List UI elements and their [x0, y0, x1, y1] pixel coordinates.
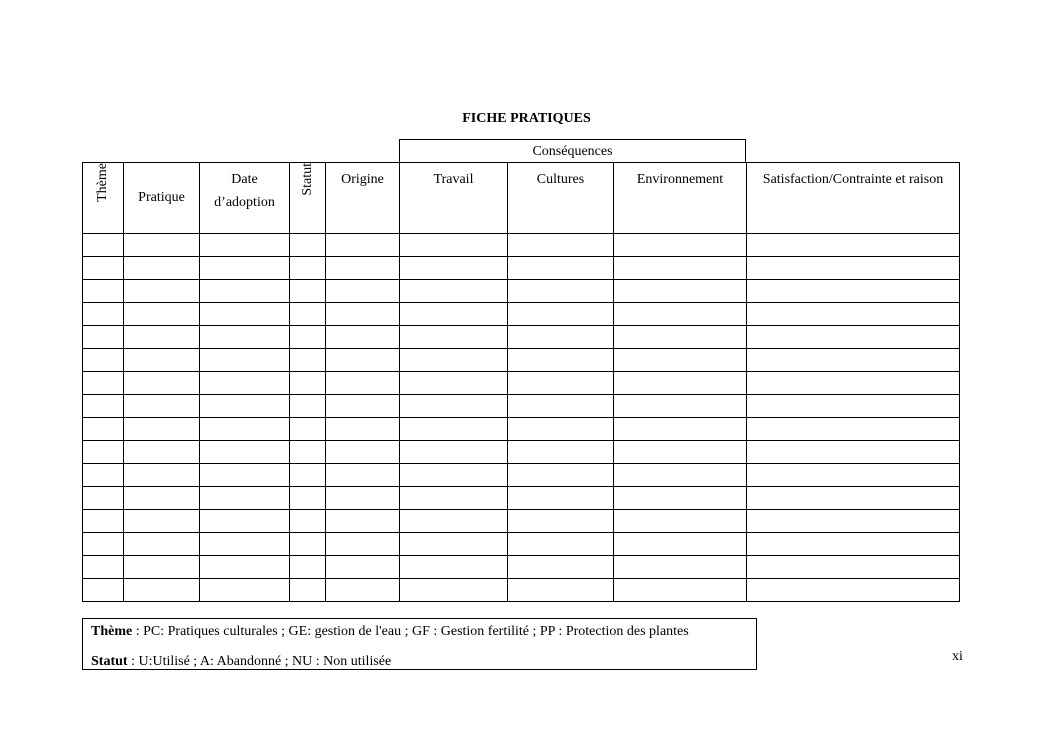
- table-cell: [400, 303, 508, 326]
- table-cell: [747, 303, 960, 326]
- header-theme: Thème: [83, 163, 124, 234]
- table-row: [83, 418, 960, 441]
- table-cell: [326, 234, 400, 257]
- table-cell: [508, 395, 614, 418]
- table-cell: [83, 349, 124, 372]
- table-cell: [124, 441, 200, 464]
- table-cell: [290, 257, 326, 280]
- table-cell: [83, 510, 124, 533]
- table-cell: [747, 326, 960, 349]
- table-cell: [747, 372, 960, 395]
- table-cell: [290, 418, 326, 441]
- table-cell: [400, 579, 508, 602]
- table-cell: [200, 579, 290, 602]
- table-cell: [124, 303, 200, 326]
- table-cell: [508, 579, 614, 602]
- table-cell: [124, 464, 200, 487]
- table-cell: [290, 464, 326, 487]
- table-cell: [400, 510, 508, 533]
- table-cell: [290, 349, 326, 372]
- table-cell: [124, 280, 200, 303]
- table-cell: [614, 441, 747, 464]
- table-row: [83, 303, 960, 326]
- header-environnement: Environnement: [614, 163, 747, 234]
- table-cell: [290, 579, 326, 602]
- table-cell: [83, 418, 124, 441]
- table-cell: [124, 326, 200, 349]
- table-cell: [747, 487, 960, 510]
- table-cell: [747, 579, 960, 602]
- table-row: [83, 510, 960, 533]
- table-cell: [400, 441, 508, 464]
- table-cell: [290, 303, 326, 326]
- table-cell: [326, 372, 400, 395]
- table-cell: [124, 418, 200, 441]
- table-cell: [400, 395, 508, 418]
- table-cell: [124, 234, 200, 257]
- table-cell: [200, 257, 290, 280]
- table-row: [83, 533, 960, 556]
- table-row: [83, 372, 960, 395]
- table-cell: [290, 234, 326, 257]
- table-cell: [508, 280, 614, 303]
- table-cell: [326, 280, 400, 303]
- table-row: [83, 257, 960, 280]
- table-cell: [326, 487, 400, 510]
- table-cell: [83, 395, 124, 418]
- table-cell: [290, 556, 326, 579]
- table-cell: [326, 326, 400, 349]
- table-row: [83, 234, 960, 257]
- table-cell: [200, 418, 290, 441]
- table-cell: [614, 395, 747, 418]
- table-cell: [508, 257, 614, 280]
- table-row: [83, 441, 960, 464]
- table-cell: [747, 464, 960, 487]
- table-cell: [200, 326, 290, 349]
- table-row: [83, 579, 960, 602]
- table-cell: [200, 280, 290, 303]
- table-cell: [508, 533, 614, 556]
- table-cell: [83, 257, 124, 280]
- table-row: [83, 326, 960, 349]
- table-cell: [200, 372, 290, 395]
- legend-box: [82, 618, 757, 670]
- table-cell: [508, 326, 614, 349]
- table-cell: [83, 326, 124, 349]
- table-cell: [747, 533, 960, 556]
- table-cell: [508, 418, 614, 441]
- table-cell: [747, 510, 960, 533]
- table-cell: [400, 464, 508, 487]
- table-cell: [200, 349, 290, 372]
- table-row: [83, 556, 960, 579]
- header-date-adoption: Date d’adoption: [200, 163, 290, 234]
- table-cell: [124, 395, 200, 418]
- table-cell: [124, 487, 200, 510]
- table-cell: [326, 418, 400, 441]
- table-cell: [326, 257, 400, 280]
- header-satisfaction: Satisfaction/Contrainte et raison: [747, 163, 960, 234]
- table-cell: [400, 280, 508, 303]
- table-cell: [614, 533, 747, 556]
- table-cell: [747, 418, 960, 441]
- table-cell: [614, 487, 747, 510]
- table-cell: [124, 579, 200, 602]
- table-cell: [124, 349, 200, 372]
- table-cell: [508, 372, 614, 395]
- table-cell: [508, 234, 614, 257]
- table-cell: [747, 349, 960, 372]
- table-cell: [400, 326, 508, 349]
- table-cell: [614, 510, 747, 533]
- table-cell: [83, 464, 124, 487]
- table-cell: [747, 441, 960, 464]
- table-cell: [614, 303, 747, 326]
- table-cell: [326, 349, 400, 372]
- table-cell: [614, 349, 747, 372]
- table-cell: [400, 257, 508, 280]
- table-cell: [508, 441, 614, 464]
- table-cell: [200, 487, 290, 510]
- table-cell: [290, 372, 326, 395]
- table-cell: [326, 303, 400, 326]
- table-cell: [83, 372, 124, 395]
- table-row: [83, 280, 960, 303]
- table-cell: [83, 487, 124, 510]
- table-cell: [508, 510, 614, 533]
- table-cell: [83, 556, 124, 579]
- table-row: [83, 349, 960, 372]
- table-cell: [200, 395, 290, 418]
- table-cell: [326, 510, 400, 533]
- table-cell: [747, 280, 960, 303]
- table-row: [83, 395, 960, 418]
- table-cell: [614, 326, 747, 349]
- table-cell: [83, 441, 124, 464]
- table-cell: [124, 533, 200, 556]
- table-cell: [124, 510, 200, 533]
- table-cell: [290, 510, 326, 533]
- table-cell: [124, 556, 200, 579]
- table-cell: [290, 441, 326, 464]
- table-cell: [200, 510, 290, 533]
- header-travail: Travail: [400, 163, 508, 234]
- table-cell: [400, 418, 508, 441]
- page-title: FICHE PRATIQUES: [462, 111, 591, 126]
- table-cell: [747, 556, 960, 579]
- table-cell: [614, 234, 747, 257]
- table-cell: [508, 303, 614, 326]
- table-row: [83, 487, 960, 510]
- header-statut: Statut: [290, 163, 326, 234]
- table-cell: [614, 257, 747, 280]
- legend-theme-line: Thème : PC: Pratiques culturales ; GE: gestion de l'eau ; GF : Gestion fertilité ; PP : Protection des plantes: [91, 624, 689, 639]
- table-cell: [747, 257, 960, 280]
- table-cell: [290, 533, 326, 556]
- table-cell: [326, 579, 400, 602]
- table-row: [83, 464, 960, 487]
- table-cell: [614, 464, 747, 487]
- table-cell: [614, 418, 747, 441]
- header-pratique: Pratique: [124, 163, 200, 234]
- table-cell: [747, 395, 960, 418]
- table-cell: [83, 533, 124, 556]
- table-cell: [290, 280, 326, 303]
- table-cell: [614, 556, 747, 579]
- table-cell: [290, 326, 326, 349]
- page-number: xi: [952, 649, 963, 664]
- table-cell: [400, 487, 508, 510]
- table-cell: [290, 395, 326, 418]
- table-cell: [326, 533, 400, 556]
- table-cell: [200, 556, 290, 579]
- table-cell: [200, 464, 290, 487]
- table-cell: [124, 257, 200, 280]
- table-cell: [83, 579, 124, 602]
- table-cell: [290, 487, 326, 510]
- table-cell: [200, 533, 290, 556]
- header-origine: Origine: [326, 163, 400, 234]
- consequences-group-header: Conséquences: [399, 139, 746, 162]
- table-cell: [83, 234, 124, 257]
- table-cell: [326, 395, 400, 418]
- table-cell: [326, 464, 400, 487]
- table-cell: [124, 372, 200, 395]
- table-cell: [83, 303, 124, 326]
- table-cell: [400, 533, 508, 556]
- table-header-row: [83, 163, 960, 234]
- header-cultures: Cultures: [508, 163, 614, 234]
- table-cell: [614, 280, 747, 303]
- table-cell: [614, 579, 747, 602]
- table-cell: [400, 349, 508, 372]
- table-cell: [200, 441, 290, 464]
- table-cell: [508, 487, 614, 510]
- table-cell: [200, 303, 290, 326]
- table-cell: [326, 441, 400, 464]
- table-body: [83, 234, 960, 602]
- table-cell: [400, 234, 508, 257]
- table-cell: [400, 372, 508, 395]
- table-cell: [747, 234, 960, 257]
- table-cell: [614, 372, 747, 395]
- table-cell: [400, 556, 508, 579]
- legend-statut-line: Statut : U:Utilisé ; A: Abandonné ; NU : Non utilisée: [91, 654, 392, 669]
- table-cell: [508, 556, 614, 579]
- table-cell: [200, 234, 290, 257]
- table-cell: [508, 349, 614, 372]
- table-cell: [83, 280, 124, 303]
- practices-table: [82, 162, 960, 602]
- table-cell: [508, 464, 614, 487]
- table-cell: [326, 556, 400, 579]
